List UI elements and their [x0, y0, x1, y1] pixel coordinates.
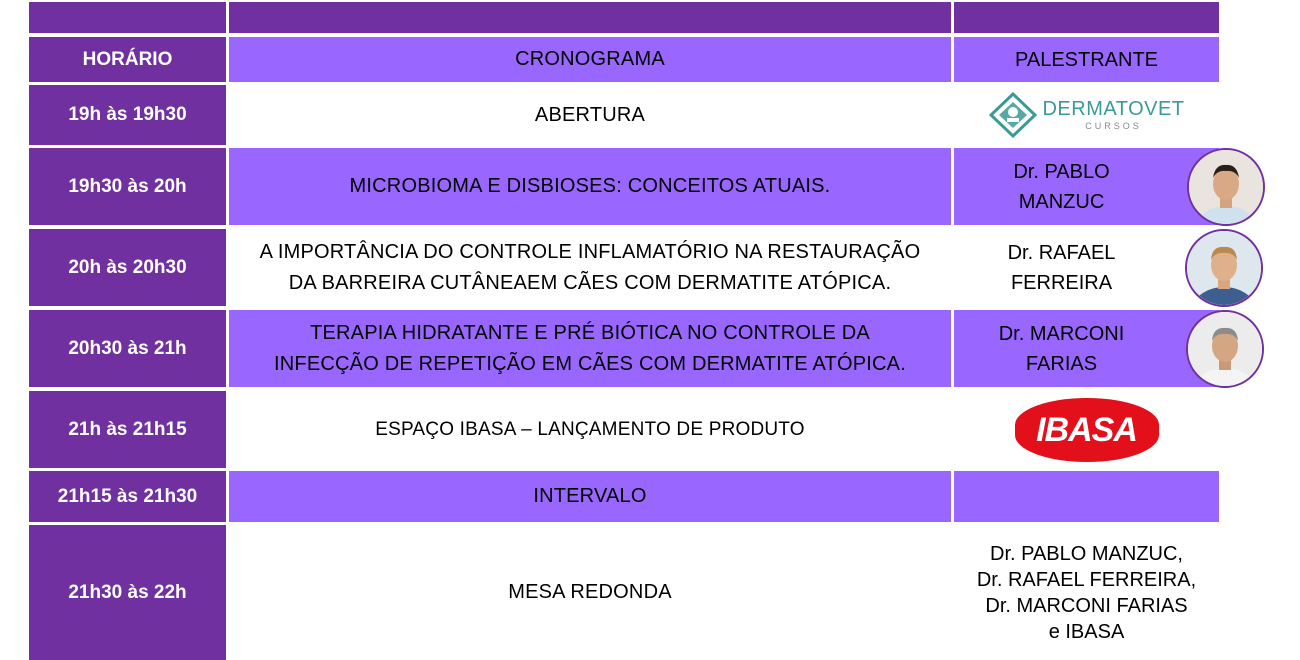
table-row: [29, 471, 1219, 522]
ibasa-logo: [1015, 398, 1159, 462]
header-speaker: PALESTRANTE: [954, 37, 1219, 82]
speaker-line: Dr. MARCONI FARIAS: [985, 594, 1188, 617]
speaker-line: Dr. PABLO: [1013, 160, 1110, 183]
header-row: [29, 37, 1219, 82]
table-row: [29, 229, 1219, 306]
time-cell: 20h30 às 21h: [29, 310, 226, 387]
dermatovet-emblem-icon: [988, 92, 1038, 138]
speaker-cell: [954, 85, 1219, 145]
topic-cell: INTERVALO: [229, 471, 951, 522]
speaker-line: Dr. PABLO MANZUC,: [990, 542, 1183, 565]
topic-cell: MICROBIOMA E DISBIOSES: CONCEITOS ATUAIS.: [229, 148, 951, 225]
top-band-cell-2: [229, 2, 951, 33]
topic-cell: [229, 229, 951, 306]
time-cell: 21h às 21h15: [29, 391, 226, 468]
topic-line: TERAPIA HIDRATANTE E PRÉ BIÓTICA NO CONTROLE DA: [310, 321, 870, 344]
topic-cell: MESA REDONDA: [229, 525, 951, 660]
time-cell: 20h às 20h30: [29, 229, 226, 306]
speaker-name: [954, 229, 1169, 306]
speaker-line: Dr. RAFAEL FERREIRA,: [976, 568, 1197, 591]
table-row: [29, 391, 1219, 468]
table-row: [29, 525, 1219, 660]
speaker-cell: [954, 471, 1219, 522]
topic-cell: ESPAÇO IBASA – LANÇAMENTO DE PRODUTO: [229, 391, 951, 468]
speaker-cell: [954, 229, 1219, 306]
speaker-line: Dr. RAFAEL: [1007, 241, 1116, 264]
dermatovet-name: DERMATOVET: [1042, 98, 1185, 120]
speaker-avatar-icon: [1187, 148, 1265, 226]
table-row: [29, 310, 1219, 387]
header-time: HORÁRIO: [29, 37, 226, 82]
topic-line: INFECÇÃO DE REPETIÇÃO EM CÃES COM DERMATITE ATÓPICA.: [274, 352, 906, 375]
speaker-line: FARIAS: [1025, 352, 1098, 375]
topic-cell: ABERTURA: [229, 85, 951, 145]
speaker-cell: [954, 525, 1219, 660]
time-cell: 19h30 às 20h: [29, 148, 226, 225]
topic-line: DA BARREIRA CUTÂNEAEM CÃES COM DERMATITE ATÓPICA.: [288, 271, 892, 294]
dermatovet-sub: CURSOS: [1085, 121, 1142, 131]
speaker-cell: [954, 310, 1219, 387]
topic-cell: [229, 310, 951, 387]
time-cell: 21h15 às 21h30: [29, 471, 226, 522]
speaker-avatar-icon: [1185, 229, 1263, 307]
speaker-line: MANZUC: [1018, 190, 1105, 213]
top-band-cell-3: [954, 2, 1219, 33]
header-schedule: CRONOGRAMA: [229, 37, 951, 82]
speaker-cell: [954, 391, 1219, 468]
speaker-name: [954, 148, 1169, 225]
table-row: [29, 148, 1219, 225]
speaker-name: [954, 310, 1169, 387]
speaker-cell: [954, 148, 1219, 225]
speaker-line: e IBASA: [1048, 620, 1125, 643]
table-row: [29, 85, 1219, 145]
dermatovet-logo: [988, 92, 1184, 138]
time-cell: 21h30 às 22h: [29, 525, 226, 660]
top-band-cell-1: [29, 2, 226, 33]
ibasa-logo-text: IBASA: [1036, 410, 1137, 449]
speaker-avatar-icon: [1186, 310, 1264, 388]
speaker-line: FERREIRA: [1010, 271, 1113, 294]
topic-line: A IMPORTÂNCIA DO CONTROLE INFLAMATÓRIO NA RESTAURAÇÃO: [259, 240, 921, 263]
time-cell: 19h às 19h30: [29, 85, 226, 145]
top-band-row: [29, 2, 1219, 33]
speaker-line: Dr. MARCONI: [998, 322, 1125, 345]
